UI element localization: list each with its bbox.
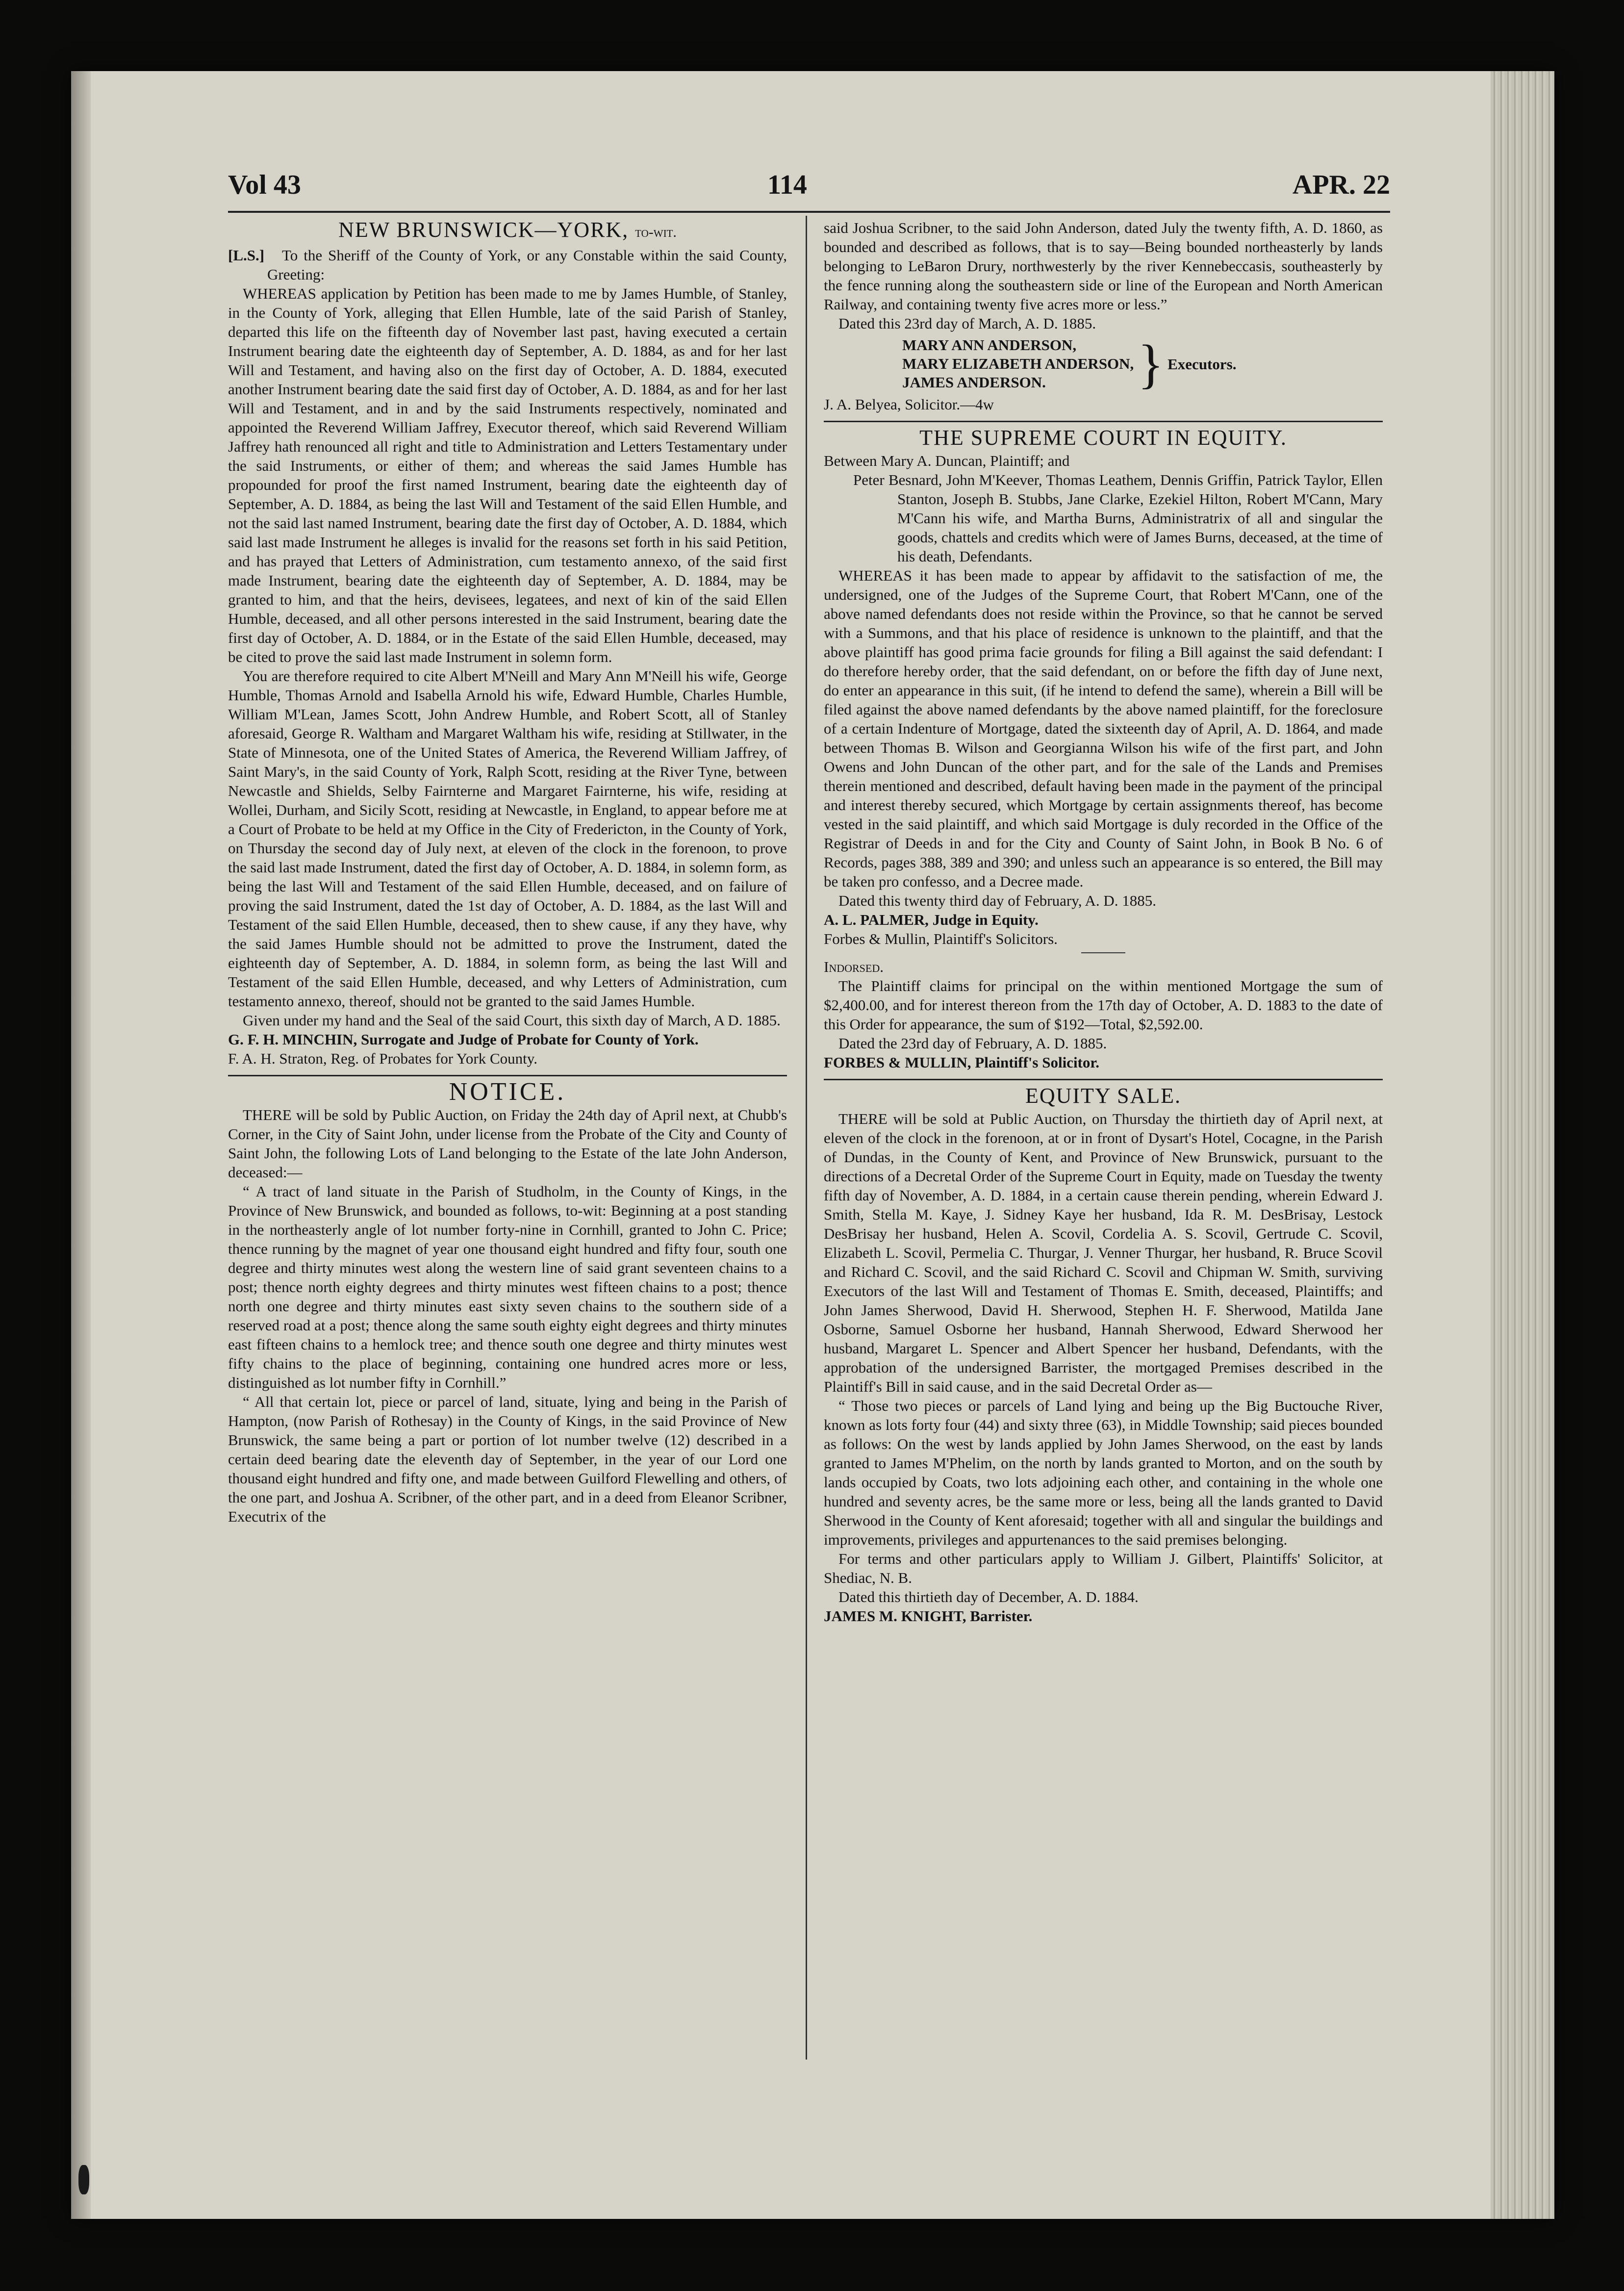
- notice-heading: NOTICE.: [449, 1078, 566, 1106]
- page-content: [228, 159, 1390, 2180]
- ink-mark: [78, 2165, 89, 2194]
- supreme-court-heading: THE SUPREME COURT IN EQUITY.: [919, 426, 1287, 450]
- section-rule: [228, 1075, 787, 1076]
- claim-dated: Dated the 23rd day of February, A. D. 1885.: [838, 1035, 1107, 1052]
- executor-1: MARY ANN ANDERSON,: [902, 336, 1077, 354]
- ls-address: [228, 246, 787, 284]
- surrogate-signature: G. F. H. MINCHIN, Surrogate and Judge of Probate for County of York.: [228, 1031, 699, 1048]
- sale-paragraph-1: THERE will be sold at Public Auction, on Thursday the thirtieth day of April next, at eleven of the clock in the forenoon, at or in front of Dysart's Hotel, Cocagne, in the Parish of Dundas, in the County of Kent, and Province of New Brunswick, pursuant to the directions of a Decretal Order of the Supreme Court in Equity, made on Tuesday the twenty fifth day of November, A. D. 1884, in a certain cause therein pending, wherein Edward J. Smith, Stella M. Kaye, J. Sidney Kaye her husband, Ida R. M. DesBrisay, Lestock DesBrisay her husband, Helen A. Scovil, Cordelia A. S. Scovil, Gertrude C. Scovil, Elizabeth L. Scovil, Permelia C. Thurgar, J. Venner Thurgar, her husband, R. Bruce Scovil and Richard C. Scovil, and the said Richard C. Scovil and Chipman W. Smith, surviving Executors of the last Will and Testament of Thomas E. Smith, deceased, Plaintiffs; and John James Sherwood, David H. Sherwood, Stephen H. F. Sherwood, Matilda Jane Osborne, Samuel Osborne her husband, Hannah Sherwood, Edward Sherwood her husband, Margaret L. Spencer and Albert Spencer her husband, Defendants, with the approbation of the undersigned Barrister, the mortgaged Premises described in the Plaintiff's Bill in said cause, and in the said Decretal Order as—: [824, 1110, 1383, 1395]
- judge-signature: A. L. PALMER, Judge in Equity.: [824, 911, 1039, 928]
- seal-tag: [L.S.]: [228, 247, 265, 264]
- barrister-signature: JAMES M. KNIGHT, Barrister.: [824, 1607, 1033, 1625]
- sale-paragraph-2: “ Those two pieces or parcels of Land lying and being up the Big Buctouche River, known as lots forty four (44) and sixty three (63), in Middle Township; said pieces bounded as follows: On the west by lands applied by John James Sherwood, on the east by lands granted to James M'Phelim, on the north by lands granted to Morton, and on the south by lands occupied by Coats, two lots adjoining each other, and containing in the whole one hundred and seventy acres, be the same more or less, being all the lands granted to David Sherwood in the County of Kent aforesaid; together with all and singular the buildings and improvements, privileges and appurtenances to the said premises belonging.: [824, 1397, 1383, 1548]
- volume-label: Vol 43: [228, 170, 301, 200]
- notice-paragraph-1: THERE will be sold by Public Auction, on Friday the 24th day of April next, at Chubb's Corner, in the City of Saint John, under license from the Probate of the City and County of Saint John, the following Lots of Land belonging to the Estate of the late John Anderson, deceased:—: [228, 1106, 787, 1181]
- indorsed-label: Indorsed.: [824, 958, 884, 975]
- equity-paragraph: WHEREAS it has been made to appear by affidavit to the satisfaction of me, the undersigned, one of the Judges of the Supreme Court, that Robert M'Cann, one of the above named defendants does not reside within the Province, so that he cannot be served with a Summons, and that his place of residence is unknown to the plaintiff, and that the above plaintiff has good prima facie grounds for filing a Bill against the said defendant: I do therefore hereby order, that the said defendant, on or before the fifth day of June next, do enter an appearance in this suit, (if he intend to defend the same), wherein a Bill will be filed against the above named defendants by the above named plaintiff, for the foreclosure of a certain Indenture of Mortgage, dated the sixteenth day of April, A. D. 1864, and made between Thomas B. Wilson and Georgianna Wilson his wife of the first part, and John Owens and John Duncan of the other part, and for the sale of the Lands and Premises therein mentioned and described, default having been made in the payment of the principal and interest thereby secured, which Mortgage by certain assignments thereof, has become vested in the said plaintiff, and which said Mortgage is duly recorded in the Office of the Registrar of Deeds in and for the City and County of Saint John, in Book B No. 6 of Records, pages 388, 389 and 390; and unless such an appearance is so entered, the Bill may be taken pro confesso, and a Decree made.: [824, 567, 1383, 890]
- executors-block: [824, 336, 1383, 392]
- solicitor-line: J. A. Belyea, Solicitor.—4w: [824, 396, 994, 413]
- address-text: To the Sheriff of the County of York, or any Constable within the said County, Greeting:: [267, 247, 787, 283]
- notice-continued: said Joshua Scribner, to the said John Anderson, dated July the twenty fifth, A. D. 1860, as bounded and described as follows, that is to say—Being bounded northeasterly by lands belonging to LeBaron Drury, northwesterly by the river Kennebeccasis, southeasterly by the fence running along the southeastern side or line of the European and North American Railway, and containing twenty five acres more or less.”: [824, 219, 1383, 313]
- section-rule: [824, 1079, 1383, 1080]
- sale-dated: Dated this thirtieth day of December, A. D. 1884.: [838, 1588, 1139, 1605]
- notice-paragraph-2: “ A tract of land situate in the Parish of Studholm, in the County of Kings, in the Province of New Brunswick, and bounded as follows, to-wit: Beginning at a post standing in the northeasterly angle of lot number forty-nine in Cornhill, granted to John C. Price; thence running by the magnet of year one thousand eight hundred and fifty four, south one degree and thirty minutes west along the western line of said grant seventeen chains to a post; thence north eighty degrees and thirty minutes west fifteen chains to a post; thence north one degree and thirty minutes east sixty seven chains to the southern side of a reserved road at a post; thence along the same south eighty eight degrees and thirty minutes east fifteen chains to a hemlock tree; and thence south one degree and thirty minutes west fifty chains to the place of beginning, containing one hundred acres more or less, distinguished as lot number fifty in Cornhill.”: [228, 1183, 787, 1391]
- page-header: [228, 159, 1390, 208]
- executor-2: MARY ELIZABETH ANDERSON,: [902, 355, 1134, 372]
- section-rule: [824, 421, 1383, 422]
- executor-3: JAMES ANDERSON.: [902, 374, 1046, 391]
- claim-paragraph: The Plaintiff claims for principal on the within mentioned Mortgage the sum of $2,400.00, and for interest thereon from the 17th day of October, A. D. 1883 to the date of this Order for appearance, the sum of $192—Total, $2,592.00.: [824, 977, 1383, 1033]
- right-column: [824, 218, 1383, 1626]
- probate-paragraph-2: You are therefore required to cite Albert M'Neill and Mary Ann M'Neill his wife, George Humble, Thomas Arnold and Isabella Arnold his wife, Edward Humble, Charles Humble, William M'Lean, James Scott, John Andrew Humble, and Robert Scott, all of Stanley aforesaid, George R. Waltham and Margaret Waltham his wife, residing at Stillwater, in the State of Minnesota, one of the United States of America, the Reverend William Jaffrey, of Saint Mary's, in the said County of York, Ralph Scott, residing at the River Tyne, between Newcastle and Shields, Selby Fairnterne and Margaret Fairnterne, his wife, residing at Wollei, Durham, and Sicily Scott, residing at Newcastle, in England, to appear before me at a Court of Probate to be held at my Office in the City of Fredericton, in the County of York, on Thursday the second day of July next, at eleven of the clock in the forenoon, to prove the said last made Instrument, dated the first day of October, A. D. 1884, in solemn form, as being the last Will and Testament of the said Ellen Humble, deceased, and on failure of proving the said Instrument, dated the 1st day of October, A. D. 1884, as the last Will and Testament of the said Ellen Humble, deceased, then to shew cause, if any they have, why the said James Humble should not be admitted to prove the Instrument, dated the eighteenth day of September, A. D. 1884, in solemn form, as being the last Will and Testament of the said Ellen Humble, deceased, and why Letters of Administration, cum testamento annexo, thereof, should not be granted to the said James Humble.: [228, 667, 787, 1010]
- sale-paragraph-3: For terms and other particulars apply to William J. Gilbert, Plaintiffs' Solicitor, at Shediac, N. B.: [824, 1550, 1383, 1586]
- nb-heading-tail: to-wit.: [635, 224, 677, 240]
- page-edge: [1491, 71, 1554, 2219]
- brace-glyph: }: [1138, 334, 1164, 394]
- nb-york-heading: [228, 220, 787, 242]
- page-number: 114: [767, 170, 807, 200]
- registrar-signature: F. A. H. Straton, Reg. of Probates for York County.: [228, 1050, 538, 1067]
- executors-label: Executors.: [1167, 355, 1237, 373]
- page-binding: [71, 71, 91, 2219]
- notice-dated: Dated this 23rd day of March, A. D. 1885.: [838, 315, 1096, 332]
- short-rule: [1081, 952, 1125, 953]
- issue-date: APR. 22: [1292, 170, 1390, 200]
- plaintiff-solicitors: Forbes & Mullin, Plaintiff's Solicitors.: [824, 930, 1058, 947]
- left-column: [228, 218, 787, 1526]
- defendants-list: Peter Besnard, John M'Keever, Thomas Leathem, Dennis Griffin, Patrick Taylor, Ellen Stanton, Joseph B. Stubbs, Jane Clarke, Ezekiel Hilton, Robert M'Cann, Mary M'Cann his wife, and Martha Burns, Administratrix of all and singular the goods, chattels and credits which were of James Burns, deceased, at the time of his death, Defendants.: [853, 471, 1383, 565]
- solicitor-signature: FORBES & MULLIN, Plaintiff's Solicitor.: [824, 1054, 1100, 1071]
- notice-paragraph-3: “ All that certain lot, piece or parcel of land, situate, lying and being in the Parish of Hampton, (now Parish of Rothesay) in the County of Kings, in the said Province of New Brunswick, the same being a part or portion of lot number twelve (12) described in a certain deed bearing date the eleventh day of September, in the year of our Lord one thousand eight hundred and fifty one, and made between Guilford Flewelling and others, of the one part, and Joshua A. Scribner, of the other part, and in a deed from Eleanor Scribner, Executrix of the: [228, 1393, 787, 1525]
- between-line: Between Mary A. Duncan, Plaintiff; and: [824, 452, 1070, 469]
- column-divider: [806, 216, 807, 2060]
- executor-names: [902, 336, 1134, 392]
- equity-sale-heading: EQUITY SALE.: [1025, 1084, 1182, 1108]
- newspaper-page: [71, 71, 1554, 2219]
- header-rule: [228, 211, 1390, 213]
- probate-paragraph-1: WHEREAS application by Petition has been made to me by James Humble, of Stanley, in the County of York, alleging that Ellen Humble, late of the said Parish of Stanley, departed this life on the fifteenth day of November last past, having executed a certain Instrument bearing date the eighteenth day of September, A. D. 1884, as and for her last Will and Testament, and having also on the first day of October, A. D. 1884, executed another Instrument bearing date the said first day of October, A. D. 1884, as and for her last Will and Testament, and in and by the said Instruments respectively, nominated and appointed the Reverend William Jaffrey, Executor thereof, which said Reverend William Jaffrey hath renounced all right and title to Administration and Letters Testamentary under the said Instruments, or either of them; and whereas the said James Humble has propounded for proof the first named Instrument, bearing date the eighteenth day of September, A. D. 1884, as being the last Will and Testament of the said Ellen Humble, and not the said last named Instrument, bearing date the first day of October, A. D. 1884, which said last made Instrument he alleges is invalid for the reasons set forth in his said Petition, and has prayed that Letters of Administration, cum testamento annexo, of the said first made Instrument, bearing date the eighteenth day of September, A. D. 1884, may be granted to him, and that the heirs, devisees, legatees, and next of kin of the said Ellen Humble, deceased, and all other persons interested in the said Instrument, bearing date the first day of October, A. D. 1884, or in the Estate of the said Ellen Humble, deceased, may be cited to prove the said last made Instrument in solemn form.: [228, 285, 787, 665]
- nb-heading-text: NEW BRUNSWICK—YORK,: [338, 218, 629, 242]
- equity-dated: Dated this twenty third day of February, A. D. 1885.: [838, 892, 1157, 909]
- probate-paragraph-3: Given under my hand and the Seal of the said Court, this sixth day of March, A D. 1885.: [243, 1012, 781, 1029]
